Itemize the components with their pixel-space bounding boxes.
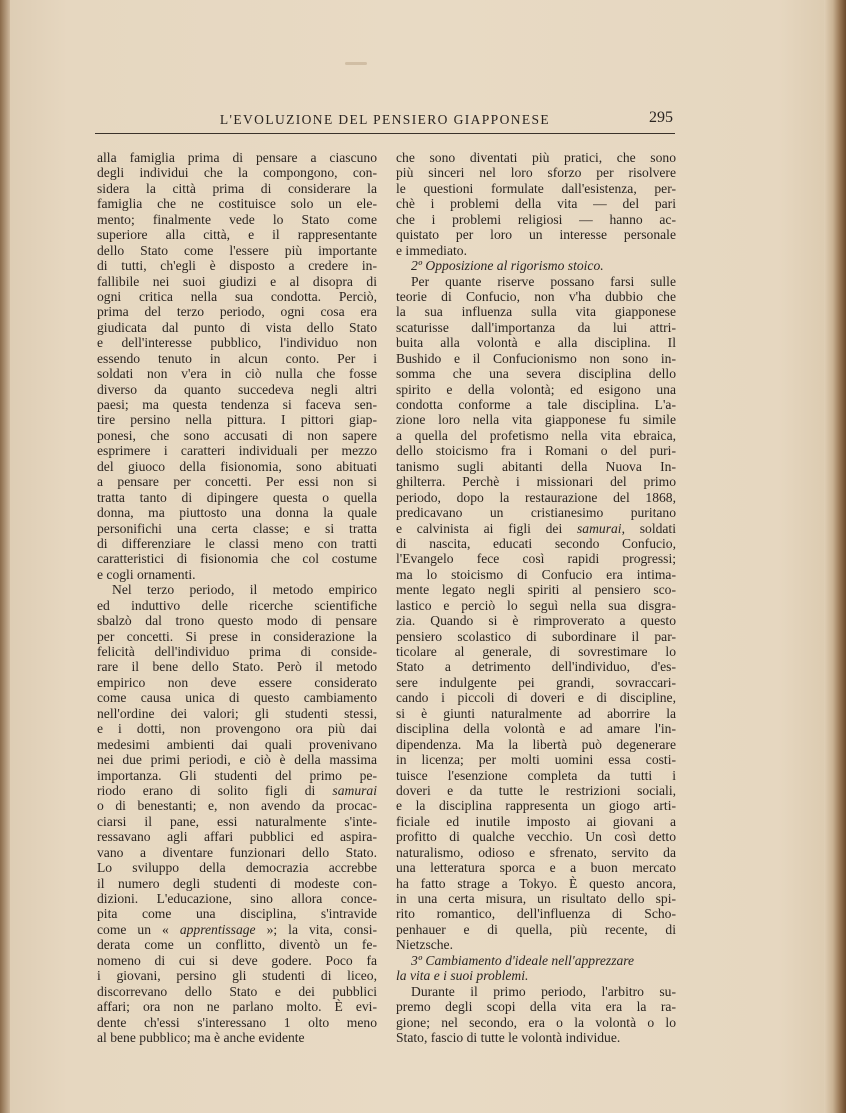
- right-text-column: [396, 150, 676, 1045]
- right-text-line: ha fatto strage a Tokyo. È questo ancora,: [396, 875, 676, 891]
- right-text-line: gione; nel secondo, era o la volontà o lo: [396, 1014, 676, 1030]
- left-text-line: ponesi, che sono accusati di non sapere: [97, 427, 377, 443]
- right-text-line: teorie di Confucio, non v'ha dubbio che: [396, 288, 676, 304]
- right-text-line: condotta conforme a tale disciplina. L'a-: [396, 397, 676, 412]
- left-text-line: mento; finalmente vede lo Stato come: [97, 211, 377, 227]
- right-text-line: 2º Opposizione al rigorismo stoico.: [411, 258, 604, 274]
- left-text-line: dizioni. L'educazione, sino allora conce-: [97, 891, 377, 906]
- right-text-line: che sono diventati più pratici, che sono: [396, 150, 676, 165]
- left-text-line: nomeno di cui si deve godere. Poco fa: [97, 952, 377, 968]
- right-text-line: lastico e perciò lo seguì nella sua disgra-: [396, 597, 676, 613]
- right-text-line: che i problemi religiosi — hanno ac-: [396, 211, 676, 227]
- left-text-line: empirico non deve essere considerato: [97, 674, 377, 690]
- left-text-line: prima del terzo periodo, ogni cosa era: [97, 304, 377, 320]
- right-text-line: tanismo sugli abitanti della Nuova In-: [396, 458, 676, 474]
- left-text-line: ciarsi il pane, essi naturalmente s'inte-: [97, 813, 377, 829]
- left-text-line: felicità dell'individuo prima di conside-: [97, 644, 377, 659]
- left-text-line: vano a diventare funzionari dello Stato.: [97, 844, 377, 860]
- left-text-line: e cogli ornamenti.: [97, 566, 196, 582]
- right-text-line: e calvinista ai figli dei samurai, soldati: [396, 520, 676, 536]
- right-text-line: ficiale ed inutile imposto ai giovani a: [396, 813, 676, 829]
- left-text-line: a pensare per concetti. Per essi non si: [97, 474, 377, 490]
- right-text-line: la vita e i suoi problemi.: [396, 968, 529, 984]
- left-text-line: i giovani, persino gli studenti di liceo,: [97, 968, 377, 984]
- left-text-line: fallibile nei suoi giudizi e al disopra di: [97, 273, 377, 289]
- left-text-line: di differenziare le classi meno con tratti: [97, 535, 377, 551]
- left-text-line: di tutti, ch'egli è disposto a credere in-: [97, 258, 377, 274]
- right-text-line: cando i piccoli di doveri e di discipline,: [396, 690, 676, 706]
- left-text-line: tire persino nella pittura. I pittori giap-: [97, 412, 377, 428]
- page-binding-edge: [0, 0, 10, 1113]
- right-text-line: pensiero scolastico di subordinare il par-: [396, 628, 676, 644]
- right-text-line: Bushido e il Confucionismo non sono in-: [396, 350, 676, 366]
- left-text-line: o di benestanti; e, non avendo da procac-: [97, 798, 377, 814]
- left-text-line: personifichi una certa classe; e si tratta: [97, 520, 377, 536]
- left-text-line: soldati non v'era in ciò nulla che fosse: [97, 366, 377, 382]
- right-text-line: disciplina della volontà e ad amare l'in-: [396, 721, 676, 737]
- left-text-line: superiore alla città, e il rappresentante: [97, 227, 377, 243]
- left-text-line: sidera la città prima di considerare la: [97, 180, 377, 196]
- left-text-line: diverso da quanto succedeva negli altri: [97, 381, 377, 397]
- right-text-line: tuisce l'esenzione completa da tutti i: [396, 767, 676, 783]
- right-text-line: naturalismo, odioso e sfrenato, servito da: [396, 844, 676, 860]
- right-text-line: in una certa misura, un risultato dello spi-: [396, 891, 676, 906]
- left-text-line: sbalzò dal trono questo modo di pensare: [97, 613, 377, 629]
- left-text-line: dello Stato come l'essere più importante: [97, 242, 377, 258]
- left-text-line: giudicata dal punto di vista dello Stato: [97, 319, 377, 335]
- right-text-line: Durante il primo periodo, l'arbitro su-: [411, 983, 676, 999]
- paper-mark: [345, 62, 367, 65]
- right-text-line: periodo, dopo la restaurazione del 1868,: [396, 489, 676, 505]
- left-text-line: esprimere i caratteri individuali per mezzo: [97, 443, 377, 459]
- right-text-line: predicavano un cristianesimo puritano: [396, 505, 676, 521]
- header-rule: [95, 133, 675, 134]
- right-text-line: mente legato negli spiriti al pensiero sco-: [396, 582, 676, 598]
- right-text-line: rito romantico, dell'influenza di Scho-: [396, 906, 676, 922]
- right-text-line: premo degli scopi della vita era la ra-: [396, 999, 676, 1015]
- right-text-line: quistato per loro un interesse personale: [396, 227, 676, 243]
- left-text-line: derata come un conflitto, diventò un fe-: [97, 937, 377, 953]
- left-text-line: ogni critica nella sua condotta. Perciò,: [97, 288, 377, 304]
- right-text-line: zia. Quando si è rimproverato a questo: [396, 613, 676, 629]
- left-text-line: discorrevano dello Stato e dei pubblici: [97, 983, 377, 999]
- left-text-line: caratteristici di fisionomia che col costume: [97, 551, 377, 567]
- left-text-line: degli individui che la compongono, con-: [97, 165, 377, 181]
- left-text-line: e dell'interesse pubblico, l'individuo non: [97, 335, 377, 351]
- left-text-line: come un « apprentissage »; la vita, consi-: [97, 921, 377, 937]
- right-text-line: doveri e da tutte le restrizioni sociali,: [396, 782, 676, 798]
- page-header: [95, 108, 675, 134]
- left-text-line: riodo erano di solito figli di samurai: [97, 782, 377, 798]
- left-text-line: alla famiglia prima di pensare a ciascuno: [97, 150, 377, 165]
- left-text-line: medesimi ambienti dai quali provenivano: [97, 736, 377, 752]
- left-text-line: Lo sviluppo della democrazia accrebbe: [97, 860, 377, 876]
- right-text-line: la sua influenza sulla vita giapponese: [396, 304, 676, 320]
- right-text-line: a quella del profetismo nella vita ebraica,: [396, 427, 676, 443]
- left-text-line: come causa unica di questo cambiamento: [97, 690, 377, 706]
- right-text-line: ma lo stoicismo di Confucio era intima-: [396, 566, 676, 582]
- right-text-line: spirito e della volontà; ed esigono una: [396, 381, 676, 397]
- left-text-line: nell'ordine dei valori; gli studenti stessi,: [97, 705, 377, 721]
- right-text-line: le questioni formulate dall'esistenza, per-: [396, 180, 676, 196]
- left-text-line: famiglia che ne costituisce solo un ele-: [97, 196, 377, 212]
- right-text-line: una letteratura sporca e a buon mercato: [396, 860, 676, 876]
- left-text-line: tratta tanto di dipingere questa o quella: [97, 489, 377, 505]
- right-text-line: buita alla volontà e alla disciplina. Il: [396, 335, 676, 351]
- left-text-line: ressavano agli affari pubblici ed aspira-: [97, 829, 377, 845]
- right-text-line: scaturisse dall'importanza da lui attri-: [396, 319, 676, 335]
- left-text-line: il numero degli studenti di modeste con-: [97, 875, 377, 891]
- right-text-line: Per quante riserve possano farsi sulle: [411, 273, 676, 289]
- right-text-line: penhauer e di quella, più recente, di: [396, 921, 676, 937]
- left-text-line: dente ch'essi s'interessano 1 olto meno: [97, 1014, 377, 1030]
- right-text-line: di nascita, educati secondo Confucio,: [396, 535, 676, 551]
- right-text-line: Stato, fascio di tutte le volontà individue.: [396, 1029, 621, 1045]
- left-text-line: paesi; ma questa tendenza si faceva sen-: [97, 397, 377, 412]
- right-text-line: sere indulgente pei grandi, sovraccari-: [396, 674, 676, 690]
- right-text-line: l'Evangelo fece così rapidi progressi;: [396, 551, 676, 567]
- page-number: 295: [649, 109, 673, 126]
- running-title: L'EVOLUZIONE DEL PENSIERO GIAPPONESE: [219, 112, 551, 127]
- right-text-line: zione loro nella vita giapponese fu simile: [396, 412, 676, 428]
- right-text-line: ticolare al generale, di sovrestimare lo: [396, 644, 676, 659]
- left-text-line: importanza. Gli studenti del primo pe-: [97, 767, 377, 783]
- right-text-line: chè i problemi della vita — del pari: [396, 196, 676, 212]
- right-text-line: Stato a detrimento dell'individuo, d'es-: [396, 659, 676, 675]
- left-text-line: rare il bene dello Stato. Però il metodo: [97, 659, 377, 675]
- right-text-line: e la disciplina rappresenta un giogo arti-: [396, 798, 676, 814]
- left-text-line: del giuoco della fisionomia, sono abituati: [97, 458, 377, 474]
- left-text-line: essendo tenuto in alcun conto. Per i: [97, 350, 377, 366]
- right-text-line: si è giunti naturalmente ad aborrire la: [396, 705, 676, 721]
- left-text-line: pita come una disciplina, s'intravide: [97, 906, 377, 922]
- left-text-line: affari; ora non ne parlano molto. È evi-: [97, 999, 377, 1015]
- right-text-line: dipendenza. Ma la libertà può degenerare: [396, 736, 676, 752]
- right-text-line: più sinceri nel loro sforzo per risolvere: [396, 165, 676, 181]
- right-text-line: in licenza; per molti uomini essa costi-: [396, 752, 676, 768]
- left-text-line: e i dotti, non provengono ora più dai: [97, 721, 377, 737]
- right-text-line: somma che una severa disciplina dello: [396, 366, 676, 382]
- right-text-line: ghilterra. Perchè i missionari del primo: [396, 474, 676, 490]
- left-text-line: al bene pubblico; ma è anche evidente: [97, 1029, 305, 1045]
- left-text-line: per concetti. Si prese in considerazione la: [97, 628, 377, 644]
- left-text-line: ed induttivo delle ricerche scientifiche: [97, 597, 377, 613]
- page-fore-edge: [824, 0, 846, 1113]
- left-text-column: [97, 150, 377, 1045]
- left-text-line: Nel terzo periodo, il metodo empirico: [112, 582, 377, 598]
- right-text-line: dello stoicismo fra i Romani o del puri-: [396, 443, 676, 459]
- left-text-line: nei due primi periodi, e ciò è della massima: [97, 752, 377, 768]
- right-text-line: profitto di qualche vecchio. Un così detto: [396, 829, 676, 845]
- right-text-line: 3º Cambiamento d'ideale nell'apprezzare: [411, 952, 635, 968]
- right-text-line: e immediato.: [396, 242, 467, 258]
- right-text-line: Nietzsche.: [396, 937, 453, 953]
- left-text-line: donna, ma piuttosto una donna la quale: [97, 505, 377, 521]
